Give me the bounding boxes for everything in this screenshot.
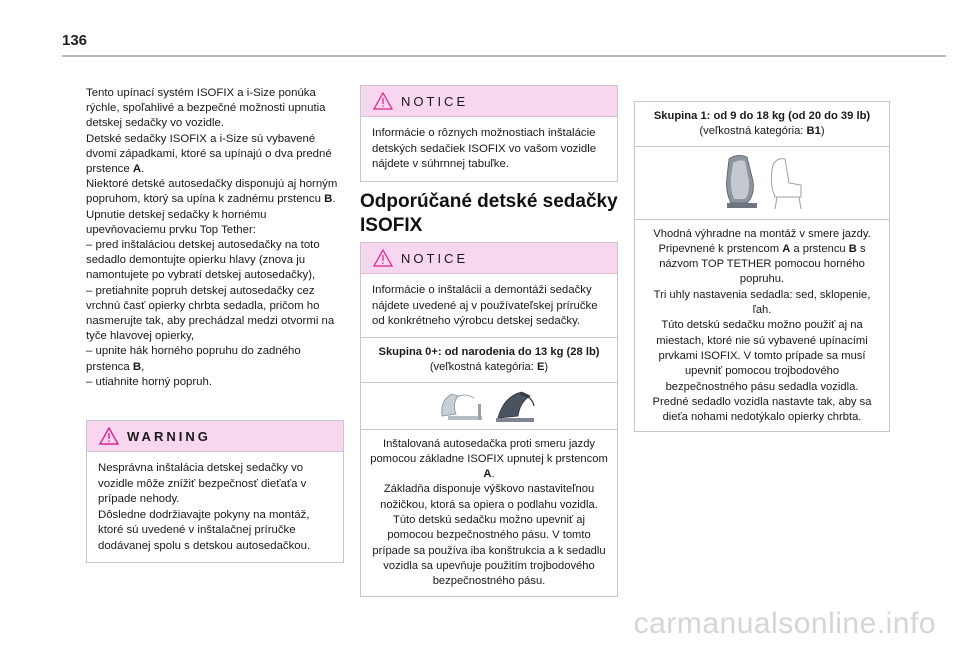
intro-text [86,86,342,390]
group-1-title: Skupina 1: od 9 do 18 kg (od 20 do 39 lb) [653,110,871,122]
intro-paragraph: Detské sedačky ISOFIX a i-Size sú vybavené dvomi západkami, ktoré sa upínajú o dva predné prstence A. [86,132,332,176]
intro-bullet: – pred inštaláciou detskej autosedačky na toto sedadlo demontujte opierku hlavy (znova ju namontujete po vybratí detskej autosedačky), [86,239,320,282]
infant-seat-image [361,383,617,430]
intro-bullet: – utiahnite horný popruh. [86,375,213,388]
intro-bullet: – pretiahnite popruh detskej autosedačky cez vrchnú časť opierky chrbta sedadla, pričom ho nasmerujte tak, aby prechádzal medzi otvormi na tyče hlavovej opierky, [86,284,335,343]
forward-seat-image [635,147,889,220]
forward-seat-icon [717,151,807,215]
group-0plus-description: Inštalovaná autosedačka proti smeru jazdy pomocou základne ISOFIX upnutej k prstencom A. Základňa disponuje výškovo nastaviteľnou nožičkou, ktorá sa opiera o podlahu vozidla. Túto detskú sedačku možno upevniť aj pomocou bezpečnostného pásu. V tomto prípade sa používa iba konštrukcia a k sedadlu vozidla sa upevňuje použitím trojbodového bezpečnostného pásu. [370,437,608,588]
notice-header [361,86,617,117]
warning-box [86,420,344,563]
warning-text: Nesprávna inštalácia detskej sedačky vo vozidle môže znížiť bezpečnosť dieťaťa v prípade nehody. Dôsledne dodržiavajte pokyny na montáž, ktoré sú uvedené v inštalačnej príručke dodávanej spolu s detskou autosedačkou. [98,462,311,552]
group-1-header: Skupina 1: od 9 do 18 kg (od 20 do 39 lb) (veľkostná kategória: B1) [635,102,889,147]
group-0plus-table [360,337,618,597]
section-title: Odporúčané detské sedačky ISOFIX [360,191,618,236]
notice-header [361,243,617,274]
notice-text: Informácie o rôznych možnostiach inštalácie detských sedačiek ISOFIX vo vašom vozidle nájdete v súhrnnej tabuľke. [372,127,597,170]
group-1-description: Vhodná výhradne na montáž v smere jazdy. Pripevnené k prstencom A a prstencu B s názvom TOP TETHER pomocou horného popruhu. Tri uhly nastavenia sedadla: sed, sklopenie, ľah. Túto detskú sedačku možno použiť aj na miestach, ktoré nie sú vybavené upínacími prvkami ISOFIX. V tomto prípade sa musí upevniť pomocou trojbodového bezpečnostného pásu sedadla vozidla. Predné sedadlo vozidla nastavte tak, aby sa dieťa nohami nedotýkalo opierky chrbta. [652,227,872,424]
group-1-table [634,101,890,432]
notice-triangle-icon [373,92,393,110]
group-0plus-title: Skupina 0+: od narodenia do 13 kg (28 lb) [378,346,600,358]
notice-triangle-icon [373,249,393,267]
page-number: 136 [62,32,88,49]
notice-box [360,242,618,339]
warning-title: WARNING [127,428,211,444]
header-rule [62,55,946,57]
warning-header [87,421,343,452]
intro-paragraph: Tento upínací systém ISOFIX a i-Size ponúka rýchle, spoľahlivé a bezpečné možnosti upnutia detskej sedačky vo vozidle. [86,87,326,130]
intro-paragraph: Niektoré detské autosedačky disponujú aj horným popruhom, ktorý sa upína k zadnému prstencu B. [86,178,338,206]
watermark: carmanualsonline.info [633,607,936,640]
notice-title: NOTICE [401,93,469,109]
warning-triangle-icon [99,427,119,445]
group-0plus-header: Skupina 0+: od narodenia do 13 kg (28 lb) (veľkostná kategória: E) [361,338,617,383]
intro-paragraph: Upnutie detskej sedačky k hornému upevňovaciemu prvku Top Tether: [86,208,267,236]
notice-title: NOTICE [401,250,469,266]
notice-text: Informácie o inštalácii a demontáži sedačky nájdete uvedené aj v používateľskej príručke od konkrétneho výrobcu detskej sedačky. [372,284,598,327]
notice-box [360,85,618,182]
intro-bullet: – upnite hák horného popruhu do zadného prstenca B, [86,345,301,373]
infant-seat-icon [434,386,544,426]
